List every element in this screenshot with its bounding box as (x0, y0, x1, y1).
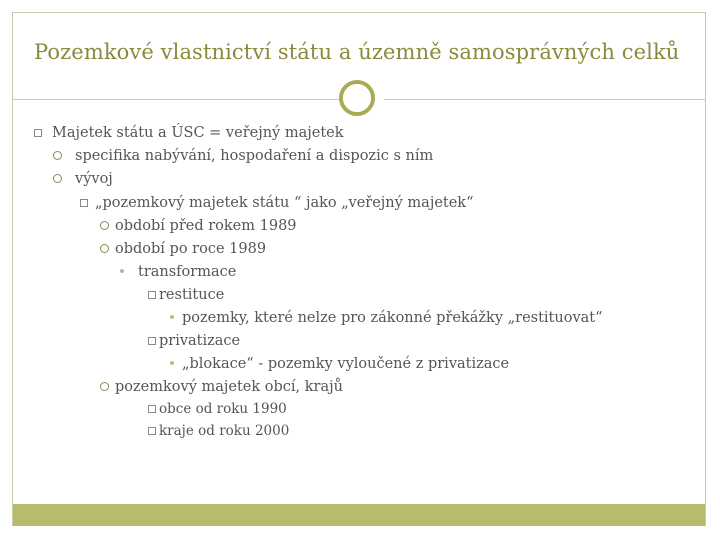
bullet-line-3 (53, 170, 113, 188)
bullet-text-6: období po roce 1989 (115, 241, 267, 257)
circle-bullet-icon (100, 244, 109, 253)
title-divider-left (13, 99, 340, 100)
box-bullet-icon (148, 427, 156, 435)
bullet-line-1 (34, 124, 344, 142)
title-divider-right (384, 99, 705, 100)
bullet-line-2 (53, 147, 433, 165)
bullet-text-10: privatizace (159, 333, 241, 349)
box-bullet-icon (80, 199, 88, 207)
circle-bullet-icon (53, 174, 62, 183)
bullet-text-11: „blokace“ - pozemky vyloučené z privatizace (182, 356, 510, 372)
bullet-line-4 (80, 194, 474, 212)
bullet-text-3: vývoj (75, 171, 113, 187)
box-bullet-icon (148, 337, 156, 345)
footer-bar (13, 504, 705, 526)
bullet-line-8 (148, 286, 224, 304)
dot-bullet-icon (170, 315, 174, 319)
circle-bullet-icon (53, 151, 62, 160)
bullet-text-14: kraje od roku 2000 (159, 423, 290, 439)
bullet-text-12: pozemkový majetek obcí, krajů (115, 379, 343, 395)
bullet-text-7: transformace (138, 264, 237, 280)
bullet-text-13: obce od roku 1990 (159, 401, 287, 417)
box-bullet-icon (148, 405, 156, 413)
bullet-text-1: Majetek státu a ÚSC = veřejný majetek (52, 125, 344, 141)
box-bullet-icon (148, 291, 156, 299)
bullet-line-14 (148, 422, 289, 440)
dot-bullet-icon (170, 361, 174, 365)
box-bullet-icon (34, 129, 42, 137)
bullet-line-11 (170, 355, 509, 373)
bullet-text-8: restituce (159, 287, 225, 303)
bullet-line-13 (148, 400, 287, 418)
dot-bullet-icon (120, 269, 124, 273)
bullet-line-5 (100, 217, 297, 235)
bullet-line-12 (100, 378, 343, 396)
circle-bullet-icon (100, 382, 109, 391)
bullet-text-9: pozemky, které nelze pro zákonné překážky „restituovat“ (182, 310, 603, 326)
bullet-text-5: období před rokem 1989 (115, 218, 297, 234)
slide-title: Pozemkové vlastnictví státu a územně samosprávných celků (34, 40, 680, 64)
circle-bullet-icon (100, 221, 109, 230)
bullet-line-7 (120, 263, 236, 281)
bullet-text-2: specifika nabývání, hospodaření a dispozic s ním (75, 148, 434, 164)
bullet-line-9 (170, 309, 603, 327)
bullet-line-6 (100, 240, 266, 258)
ring-inner-icon (343, 84, 371, 112)
bullet-line-10 (148, 332, 240, 350)
bullet-text-4: „pozemkový majetek státu “ jako „veřejný majetek“ (95, 195, 474, 211)
